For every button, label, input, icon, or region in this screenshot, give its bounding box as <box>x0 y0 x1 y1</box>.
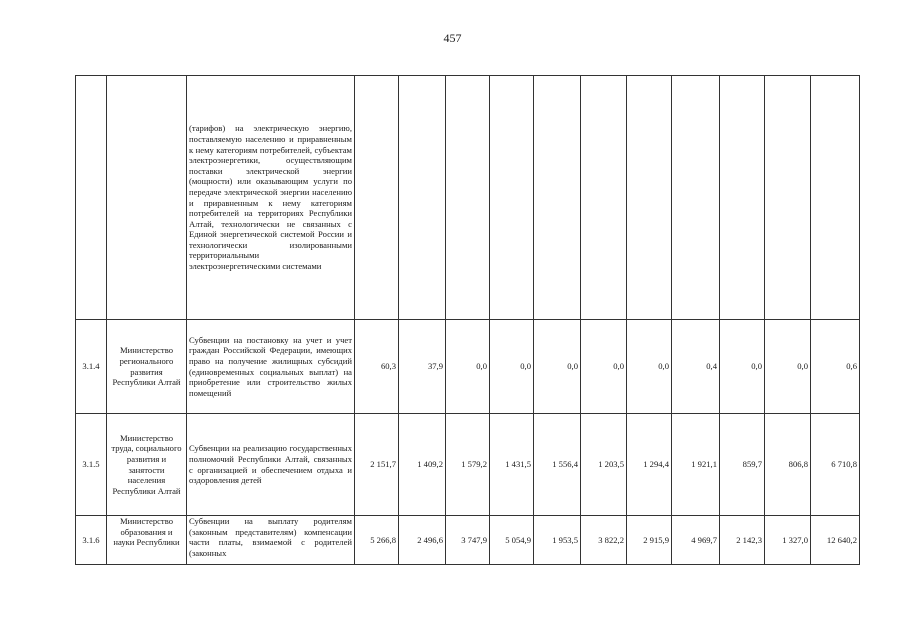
row-ministry: Министерство образования и науки Республики <box>107 516 187 565</box>
row-value <box>446 76 490 320</box>
row-value: 0,0 <box>627 320 672 414</box>
row-value: 2 142,3 <box>720 516 765 565</box>
row-code: 3.1.6 <box>76 516 107 565</box>
row-value: 0,0 <box>490 320 534 414</box>
row-value: 37,9 <box>399 320 446 414</box>
row-value: 2 151,7 <box>355 414 399 516</box>
row-value: 0,0 <box>765 320 811 414</box>
row-code <box>76 76 107 320</box>
budget-table <box>75 75 860 565</box>
row-value <box>355 76 399 320</box>
row-value: 0,6 <box>811 320 860 414</box>
row-description: Субвенции на постановку на учет и учет граждан Российской Федерации, имеющих право на получение жилищных субсидий (единовременных социальных выплат) на приобретение или строительство жилых помещений <box>187 320 355 414</box>
row-value: 5 054,9 <box>490 516 534 565</box>
row-value: 1 294,4 <box>627 414 672 516</box>
row-value: 1 921,1 <box>672 414 720 516</box>
row-value <box>627 76 672 320</box>
row-code: 3.1.5 <box>76 414 107 516</box>
row-value: 1 431,5 <box>490 414 534 516</box>
row-value: 1 203,5 <box>581 414 627 516</box>
row-value: 1 327,0 <box>765 516 811 565</box>
row-value <box>672 76 720 320</box>
row-ministry <box>107 76 187 320</box>
row-value: 3 747,9 <box>446 516 490 565</box>
row-value: 2 496,6 <box>399 516 446 565</box>
row-value <box>765 76 811 320</box>
row-value: 0,4 <box>672 320 720 414</box>
row-value: 5 266,8 <box>355 516 399 565</box>
row-value: 6 710,8 <box>811 414 860 516</box>
row-value: 1 579,2 <box>446 414 490 516</box>
table-row <box>76 516 860 565</box>
table-row <box>76 320 860 414</box>
row-code: 3.1.4 <box>76 320 107 414</box>
row-value: 3 822,2 <box>581 516 627 565</box>
row-value: 0,0 <box>720 320 765 414</box>
row-ministry: Министерство регионального развития Республики Алтай <box>107 320 187 414</box>
row-value: 859,7 <box>720 414 765 516</box>
table-row <box>76 414 860 516</box>
row-value: 2 915,9 <box>627 516 672 565</box>
row-description: Субвенции на выплату родителям (законным представителям) компенсации части платы, взимаемой с родителей (законных <box>187 516 355 565</box>
row-value: 0,0 <box>581 320 627 414</box>
row-value <box>720 76 765 320</box>
row-value: 4 969,7 <box>672 516 720 565</box>
row-description: (тарифов) на электрическую энергию, поставляемую населению и приравненным к нему категориям потребителей, субъектам электроэнергетики, осуществляющим поставки электрической энергии (мощности) или оказывающим услуги по передаче электрической энергии населению и приравненным к нему категориям потребителей на территориях Республики Алтай, технологически не связанных с Единой энергетической системой России и технологически изолированными территориальными электроэнергетическими системами <box>187 76 355 320</box>
row-value: 60,3 <box>355 320 399 414</box>
row-value <box>811 76 860 320</box>
row-value: 0,0 <box>446 320 490 414</box>
row-ministry: Министерство труда, социального развития и занятости населения Республики Алтай <box>107 414 187 516</box>
row-value <box>534 76 581 320</box>
row-value <box>399 76 446 320</box>
row-value: 0,0 <box>534 320 581 414</box>
row-value: 1 953,5 <box>534 516 581 565</box>
row-value: 12 640,2 <box>811 516 860 565</box>
row-value <box>490 76 534 320</box>
row-value: 806,8 <box>765 414 811 516</box>
row-description: Субвенции на реализацию государственных полномочий Республики Алтай, связанных с организацией и обеспечением отдыха и оздоровления детей <box>187 414 355 516</box>
row-value <box>581 76 627 320</box>
row-value: 1 556,4 <box>534 414 581 516</box>
table-row <box>76 76 860 320</box>
page-number: 457 <box>443 31 462 45</box>
row-value: 1 409,2 <box>399 414 446 516</box>
